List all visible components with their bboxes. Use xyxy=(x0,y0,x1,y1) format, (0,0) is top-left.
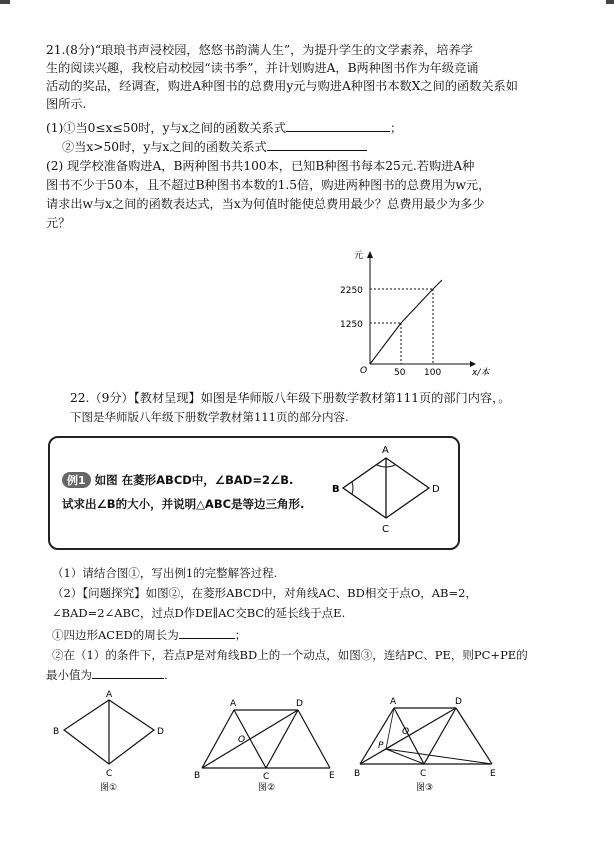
q22-sub1: （1）请结合图①，写出例1的完整解答过程. xyxy=(52,566,278,580)
y-axis-arrow xyxy=(367,251,373,258)
diagonal-bd xyxy=(202,710,298,768)
page-top-mark xyxy=(0,0,614,6)
textbook-excerpt-box xyxy=(48,436,460,550)
point-label-d: D xyxy=(296,699,303,709)
point-label-c: C xyxy=(382,524,389,535)
point-label-c: C xyxy=(106,769,113,779)
figure-2 xyxy=(184,694,344,794)
q21-part1-a xyxy=(46,120,402,136)
q22-sub5 xyxy=(46,667,168,683)
x-axis-arrow xyxy=(470,361,476,367)
q22-sub4: ②在（1）的条件下，若点P是对角线BD上的一个动点，如图③，连结PC、PE，则PC+PE的 xyxy=(52,648,528,662)
q22-line1: 22.（9分）【教材呈现】如图是华师版八年级下册数学教材第111页的部门内容，。 xyxy=(70,391,511,405)
point-label-b: B xyxy=(332,484,340,495)
point-label-b: B xyxy=(53,727,60,737)
q21-line1: 21.(8分)“琅琅书声浸校园，悠悠书韵满人生”，为提升学生的文学素养，培养学 xyxy=(46,43,473,57)
q21-line2: 生的阅读兴趣，我校启动校园“读书季”，并计划购进A，B两种图书作为年级竞诵 xyxy=(46,61,479,75)
origin-label: O xyxy=(360,366,368,376)
point-label-d: D xyxy=(432,484,440,495)
segment-de xyxy=(298,710,330,768)
q22-sub2-line1: （2）【问题探究】如图②，在菱形ABCD中，对角线AC、BD相交于点O，AB=2， xyxy=(52,586,477,600)
x-tick-100: 100 xyxy=(424,368,442,378)
q22-sub2-line2: ∠BAD=2∠ABC，过点D作DE∥AC交BC的延长线于点E. xyxy=(52,606,346,620)
point-label-e: E xyxy=(490,769,496,779)
q21-part2-line2: 图书不少于50本，且不超过B种图书本数的1.5倍，购进两种图书的总费用为w元， xyxy=(46,178,491,192)
point-label-e: E xyxy=(329,771,335,781)
box-rhombus-figure xyxy=(330,442,450,542)
segment-second xyxy=(401,289,433,323)
example-line2: 试求出∠B的大小，并说明△ABC是等边三角形. xyxy=(62,497,305,511)
q21-part1-a-text: (1)①当0≤x≤50时，y与x之间的函数关系式 xyxy=(46,121,287,135)
segment-extension xyxy=(433,280,442,289)
side-ab xyxy=(202,710,234,768)
side-dc xyxy=(266,710,298,768)
q22-sub3-text: ①四边形ACED的周长为 xyxy=(52,628,179,642)
point-label-b: B xyxy=(194,771,201,781)
point-label-p: P xyxy=(378,741,384,751)
angle-mark-b xyxy=(352,482,353,494)
y-tick-1250: 1250 xyxy=(340,320,363,330)
q22-sub5-text: 最小值为 xyxy=(46,668,92,682)
q21-line4: 图所示. xyxy=(46,97,87,111)
figure-3 xyxy=(352,692,522,797)
q21-part1-b-text: ②当x>50时，y与x之间的函数关系式 xyxy=(62,140,267,154)
q21-part1-a-end: ； xyxy=(390,121,403,135)
segment-first xyxy=(370,323,401,364)
answer-blank[interactable] xyxy=(179,627,235,639)
point-label-o: O xyxy=(402,727,410,737)
q22-line2: 下图是华师版八年级下册数学教材第111页的部分内容. xyxy=(70,410,349,424)
answer-blank[interactable] xyxy=(267,139,367,151)
q21-function-graph xyxy=(330,244,490,379)
example-line1-text: 如图 在菱形ABCD中，∠BAD=2∠B. xyxy=(94,473,294,487)
q22-sub3-end: ； xyxy=(234,628,247,642)
segment-de xyxy=(456,708,492,764)
point-label-c: C xyxy=(420,769,427,779)
x-unit-label: x/本 xyxy=(472,368,490,378)
point-label-a: A xyxy=(390,697,397,707)
figure-caption: 图③ xyxy=(416,783,434,793)
x-tick-50: 50 xyxy=(394,368,406,378)
answer-blank[interactable] xyxy=(286,120,390,132)
segment-pe xyxy=(386,749,492,764)
figure-caption: 图① xyxy=(100,783,118,793)
q22-sub3 xyxy=(52,627,246,643)
point-label-o: O xyxy=(238,735,246,745)
figure-caption: 图② xyxy=(258,783,276,793)
answer-blank[interactable] xyxy=(92,667,164,679)
point-label-d: D xyxy=(157,727,164,737)
y-tick-2250: 2250 xyxy=(340,286,363,296)
point-label-c: C xyxy=(263,772,270,782)
example-badge: 例1 xyxy=(62,472,91,488)
side-dc xyxy=(424,708,456,764)
point-label-b: B xyxy=(354,769,361,779)
point-label-a: A xyxy=(230,699,237,709)
y-unit-label: 元 xyxy=(354,251,364,261)
point-label-a: A xyxy=(382,445,389,456)
point-label-a: A xyxy=(106,690,113,700)
q21-part2-line1: (2) 现学校准备购进A，B两种图书共100本，已知B种图书每本25元.若购进A种 xyxy=(46,159,475,173)
point-label-d: D xyxy=(455,697,462,707)
example-line1 xyxy=(62,472,293,488)
figure-1 xyxy=(44,688,184,800)
q22-sub5-end: . xyxy=(164,668,168,682)
q21-line3: 活动的奖品，经调查，购进A种图书的总费用y元与购进A种图书本数X之间的函数关系如 xyxy=(46,79,518,93)
q21-part1-b xyxy=(62,139,367,155)
q21-part2-line3: 请求出w与x之间的函数表达式，当x为何值时能使总费用最少？总费用最少为多少 xyxy=(46,197,485,211)
q21-part2-line4: 元？ xyxy=(46,216,71,230)
